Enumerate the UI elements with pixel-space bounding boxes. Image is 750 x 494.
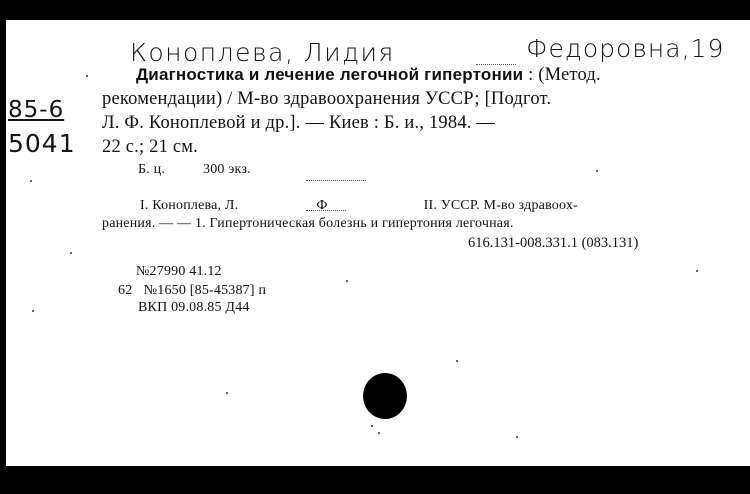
- title-continuation: : (Метод.: [528, 65, 601, 85]
- title-line: [136, 65, 601, 86]
- physical-description: 22 с.; 21 см.: [102, 137, 198, 157]
- tracing-author: I. Коноплева, Л.: [140, 198, 239, 213]
- scan-speck: [516, 436, 518, 438]
- handwritten-call-number-bottom: 5041: [8, 129, 76, 158]
- vkp-stamp-line: ВКП 09.08.85 Д44: [138, 300, 250, 315]
- description-line-2: рекомендации) / М-во здравоохранения УССР; [Подгот.: [102, 89, 552, 109]
- scan-speck: [456, 360, 458, 362]
- scan-speck: [346, 280, 348, 282]
- dotted-leader: [306, 210, 346, 212]
- description-line-3: Л. Ф. Коноплевой и др.]. — Киев : Б. и., 1984. —: [102, 113, 496, 133]
- handwritten-call-number-top: 85-6: [8, 97, 65, 123]
- scan-speck: [378, 432, 380, 434]
- print-run: 300 экз.: [203, 162, 251, 177]
- scan-speck: [32, 310, 34, 312]
- registration-line: [118, 283, 266, 299]
- scan-speck: [226, 392, 228, 394]
- tracing-initial: Ф: [316, 198, 328, 213]
- price: Б. ц.: [138, 162, 166, 177]
- registration-number: №1650 [85-45387] п: [143, 283, 267, 298]
- punch-hole: [363, 373, 407, 419]
- dotted-leader: [476, 64, 516, 66]
- scan-speck: [596, 170, 598, 172]
- scan-speck: [70, 252, 72, 254]
- scan-speck: [86, 75, 88, 77]
- scan-speck: [696, 270, 698, 272]
- dotted-leader: [306, 180, 366, 182]
- scan-speck: [30, 180, 32, 182]
- tracing-organization: II. УССР. М-во здравоох-: [423, 198, 578, 213]
- tracings-line-2: ранения. — — 1. Гипертоническая болезнь и гипертония легочная.: [102, 216, 514, 231]
- handwritten-author-name: Коноплева, Лидия: [130, 38, 395, 67]
- scan-speck: [371, 425, 373, 427]
- handwritten-patronymic: Федоровна,19: [526, 34, 725, 63]
- book-title: Диагностика и лечение легочной гипертонии: [136, 65, 524, 84]
- shelf-number: 62: [118, 283, 133, 298]
- inventory-number: №27990 41.12: [136, 264, 222, 279]
- tracings-line-1: [140, 198, 578, 214]
- price-and-print-run: [138, 162, 251, 178]
- scan-border-bottom: [0, 466, 750, 494]
- classification-code: 616.131-008.331.1 (083.131): [468, 235, 639, 251]
- catalog-card: [6, 20, 750, 466]
